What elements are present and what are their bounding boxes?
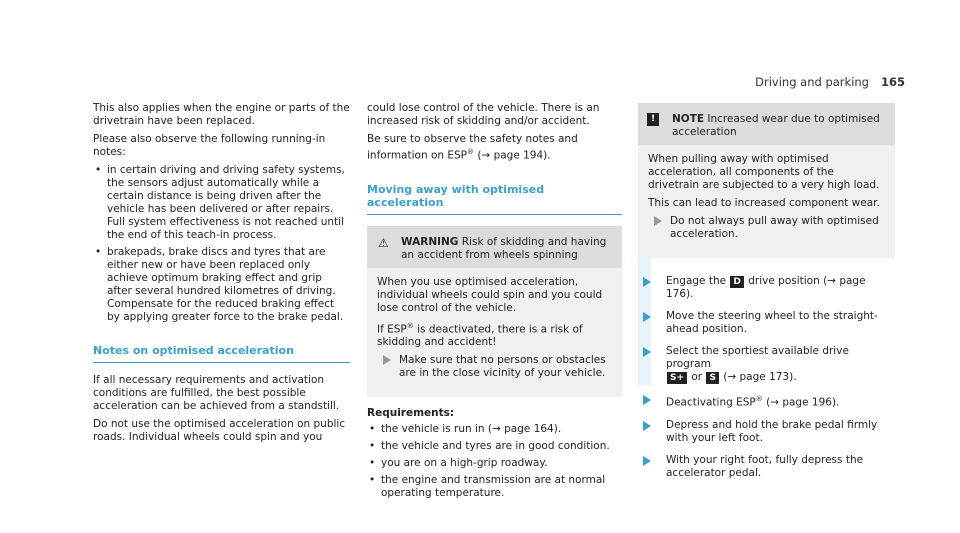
- section-heading: Moving away with optimised acceleration: [367, 183, 622, 215]
- text: With your right foot, fully depress the accelerator pedal.: [666, 453, 864, 479]
- text: Be sure to observe the safety notes and information on ESP: [367, 133, 578, 162]
- paragraph: When you use optimised acceleration, individual wheels could spin and you could lose control of the vehicle.: [377, 275, 603, 314]
- paragraph: This can lead to increased component wear.: [648, 197, 880, 209]
- warning-label: WARNING: [401, 235, 459, 248]
- steps-list: [638, 275, 895, 480]
- text: Select the sportiest available drive program: [666, 345, 849, 370]
- paragraph: [377, 320, 612, 350]
- arrow-right-icon: [654, 216, 662, 226]
- step-item: [638, 393, 895, 410]
- text: Move the steering wheel to the straight-ahead position.: [666, 310, 878, 335]
- page-number: 165: [880, 75, 905, 89]
- sport-plus-icon: S+: [667, 372, 687, 384]
- paragraph: When pulling away with optimised acceleration, all components of the drivetrain are subjected to a very high load.: [648, 153, 880, 191]
- column-left: [93, 102, 350, 449]
- note-box: [638, 103, 895, 258]
- paragraph: This also applies when the engine or parts of the drivetrain have been replaced.: [93, 102, 350, 127]
- warning-box: [367, 226, 622, 398]
- drive-position-d-icon: D: [730, 276, 743, 288]
- note-header: [638, 103, 895, 145]
- page-link[interactable]: (→ page 173).: [719, 371, 797, 383]
- registered-mark: ®: [755, 395, 763, 403]
- note-body: [638, 145, 895, 258]
- list-item: • in certain driving and driving safety systems, the sensors adjust automatically while a certain distance is being driven after the vehicle has been delivered or after repairs. Full system effectiveness is not reached until the end of this teach-in process.: [93, 164, 350, 242]
- step-item: [638, 345, 895, 384]
- text: or: [688, 371, 706, 383]
- list-item: • you are on a high-grip roadway.: [367, 457, 622, 470]
- arrow-right-icon: [643, 456, 651, 466]
- page-link[interactable]: (→ page 194).: [474, 149, 551, 162]
- list-item: • the engine and transmission are at normal operating temperature.: [367, 474, 622, 500]
- list-item: • the vehicle and tyres are in good condition.: [367, 440, 622, 453]
- page-link[interactable]: drive position (→ page 176).: [666, 275, 866, 300]
- paragraph: Please also observe the following running-in notes:: [93, 133, 326, 158]
- step-item: [638, 310, 895, 336]
- page-header: [755, 75, 905, 89]
- page-link[interactable]: (→ page 196).: [762, 396, 840, 409]
- text: If ESP: [377, 323, 407, 335]
- arrow-right-icon: [383, 355, 391, 365]
- column-middle: [367, 102, 622, 504]
- paragraph: could lose control of the vehicle. There is an increased risk of skidding and/or accident.: [367, 102, 600, 127]
- warning-body: [367, 268, 622, 398]
- step-item: [638, 419, 895, 445]
- action-step: [377, 354, 612, 380]
- step-item: [638, 454, 895, 480]
- section-title: Driving and parking: [755, 75, 869, 89]
- registered-mark: ®: [467, 148, 474, 156]
- arrow-right-icon: [643, 277, 651, 287]
- list-item: • the vehicle is run in (→ page 164).: [367, 423, 622, 436]
- text: Deactivating ESP: [666, 396, 756, 409]
- step-item: [638, 275, 895, 301]
- action-text: Make sure that no persons or obstacles are in the close vicinity of your vehicle.: [399, 354, 606, 379]
- column-right: [638, 103, 895, 489]
- action-text: Do not always pull away with optimised acceleration.: [670, 215, 879, 240]
- action-step: [648, 215, 885, 241]
- note-label: NOTE: [672, 113, 705, 125]
- paragraph: [367, 133, 622, 163]
- arrow-right-icon: [643, 312, 651, 322]
- text: Engage the: [666, 275, 730, 287]
- bullet-list: [93, 164, 350, 324]
- text: is deactivated, there is a risk of skidding and accident!: [377, 323, 583, 348]
- sport-icon: S: [706, 372, 718, 384]
- warning-triangle-icon: ⚠: [378, 235, 389, 250]
- exclamation-icon: !: [647, 113, 659, 126]
- section-heading: Notes on optimised acceleration: [93, 344, 350, 363]
- paragraph: Do not use the optimised acceleration on public roads. Individual wheels could spin and you: [93, 418, 346, 443]
- requirements-heading: Requirements:: [367, 407, 455, 419]
- warning-title: Risk of skidding and having an accident from wheels spinning: [401, 235, 607, 261]
- warning-header: [367, 226, 622, 268]
- paragraph: If all necessary requirements and activation conditions are fulfilled, the best possible acceleration can be achieved from a standstill.: [93, 374, 340, 412]
- arrow-right-icon: [643, 347, 651, 357]
- arrow-right-icon: [643, 395, 651, 405]
- arrow-right-icon: [643, 421, 651, 431]
- requirements-list: [367, 423, 622, 500]
- registered-mark: ®: [406, 321, 414, 330]
- list-item: • brakepads, brake discs and tyres that are either new or have been replaced only achieve optimum braking effect and grip after several hundred kilometres of driving. Compensate for the reduced braking effect by applying greater force to the brake pedal.: [93, 246, 350, 324]
- note-title: Increased wear due to optimised acceleration: [672, 113, 880, 138]
- text: Depress and hold the brake pedal firmly with your left foot.: [666, 418, 878, 444]
